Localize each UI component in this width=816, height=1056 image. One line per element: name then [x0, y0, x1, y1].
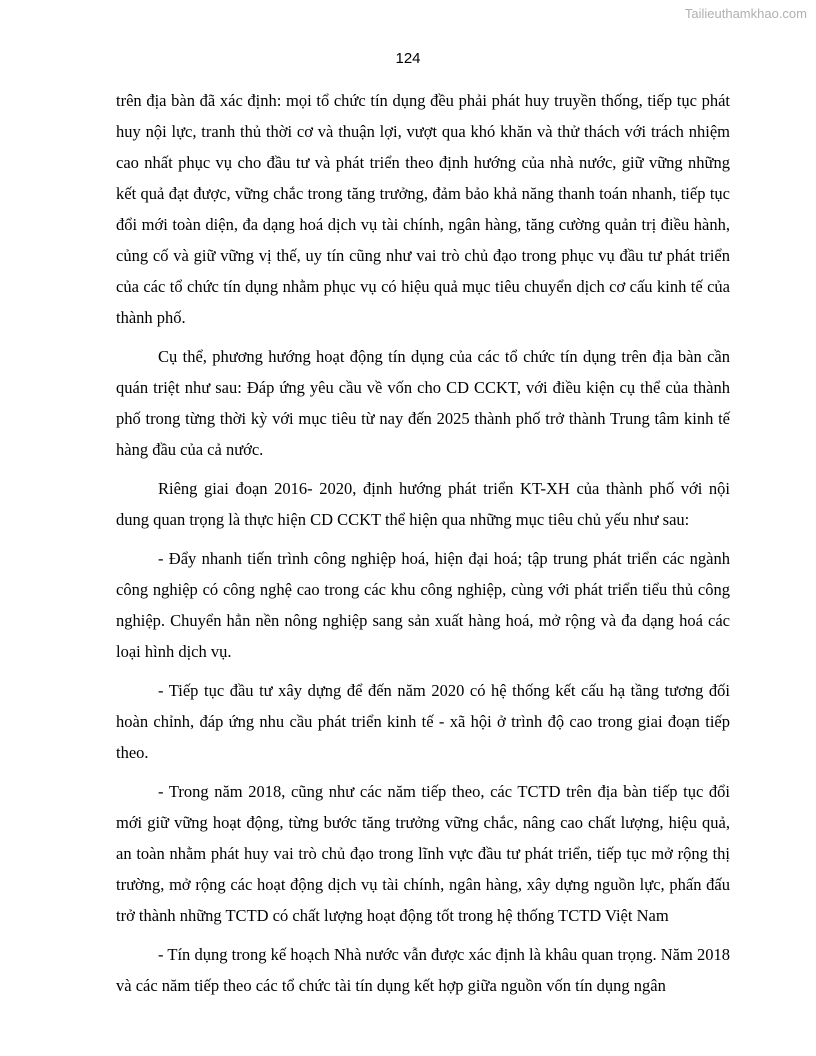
document-body	[116, 85, 730, 1009]
bullet-industrialization: - Đẩy nhanh tiến trình công nghiệp hoá, hiện đại hoá; tập trung phát triển các ngành công nghiệp có công nghệ cao trong các khu công nghiệp, cùng với phát triển tiểu thủ công nghiệp. Chuyển hẳn nền nông nghiệp sang sản xuất hàng hoá, mở rộng và đa dạng hoá các loại hình dịch vụ.	[116, 549, 730, 661]
paragraph-continuation: trên địa bàn đã xác định: mọi tổ chức tín dụng đều phải phát huy truyền thống, tiếp tục phát huy nội lực, tranh thủ thời cơ và thuận lợi, vượt qua khó khăn và thử thách với trách nhiệm cao nhất phục vụ cho đầu tư và phát triển theo định hướng của nhà nước, giữ vững những kết quả đạt được, vững chắc trong tăng trưởng, đảm bảo khả năng thanh toán nhanh, tiếp tục đổi mới toàn diện, đa dạng hoá dịch vụ tài chính, ngân hàng, tăng cường quản trị điều hành, củng cố và giữ vững vị thế, uy tín cũng như vai trò chủ đạo trong phục vụ đầu tư phát triển của các tổ chức tín dụng nhằm phục vụ có hiệu quả mục tiêu chuyển dịch cơ cấu kinh tế của thành phố.	[116, 91, 730, 327]
watermark: Tailieuthamkhao.com	[684, 6, 807, 21]
paragraph-period-2016-2020: Riêng giai đoạn 2016- 2020, định hướng phát triển KT-XH của thành phố với nội dung quan trọng là thực hiện CD CCKT thể hiện qua những mục tiêu chủ yếu như sau:	[116, 479, 730, 529]
page-number: 124	[395, 50, 421, 67]
paragraph-credit-direction: Cụ thể, phương hướng hoạt động tín dụng của các tổ chức tín dụng trên địa bàn cần quán triệt như sau: Đáp ứng yêu cầu về vốn cho CD CCKT, với điều kiện cụ thể của thành phố trong từng thời kỳ với mục tiêu từ nay đến 2025 thành phố trở thành Trung tâm kinh tế hàng đầu của cả nước.	[116, 347, 730, 459]
bullet-tctd-2018: - Trong năm 2018, cũng như các năm tiếp theo, các TCTD trên địa bàn tiếp tục đổi mới giữ vững hoạt động, từng bước tăng trưởng vững chắc, nâng cao chất lượng, hiệu quả, an toàn nhằm phát huy vai trò chủ đạo trong lĩnh vực đầu tư phát triển, tiếp tục mở rộng thị trường, mở rộng các hoạt động dịch vụ tài chính, ngân hàng, xây dựng nguồn lực, phấn đấu trở thành những TCTD có chất lượng hoạt động tốt trong hệ thống TCTD Việt Nam	[116, 782, 730, 925]
bullet-infrastructure: - Tiếp tục đầu tư xây dựng để đến năm 2020 có hệ thống kết cấu hạ tầng tương đối hoàn chỉnh, đáp ứng nhu cầu phát triển kinh tế - xã hội ở trình độ cao trong giai đoạn tiếp theo.	[116, 681, 730, 762]
bullet-state-credit: - Tín dụng trong kế hoạch Nhà nước vẫn được xác định là khâu quan trọng. Năm 2018 và các năm tiếp theo các tổ chức tài tín dụng kết hợp giữa nguồn vốn tín dụng ngân	[116, 945, 730, 995]
